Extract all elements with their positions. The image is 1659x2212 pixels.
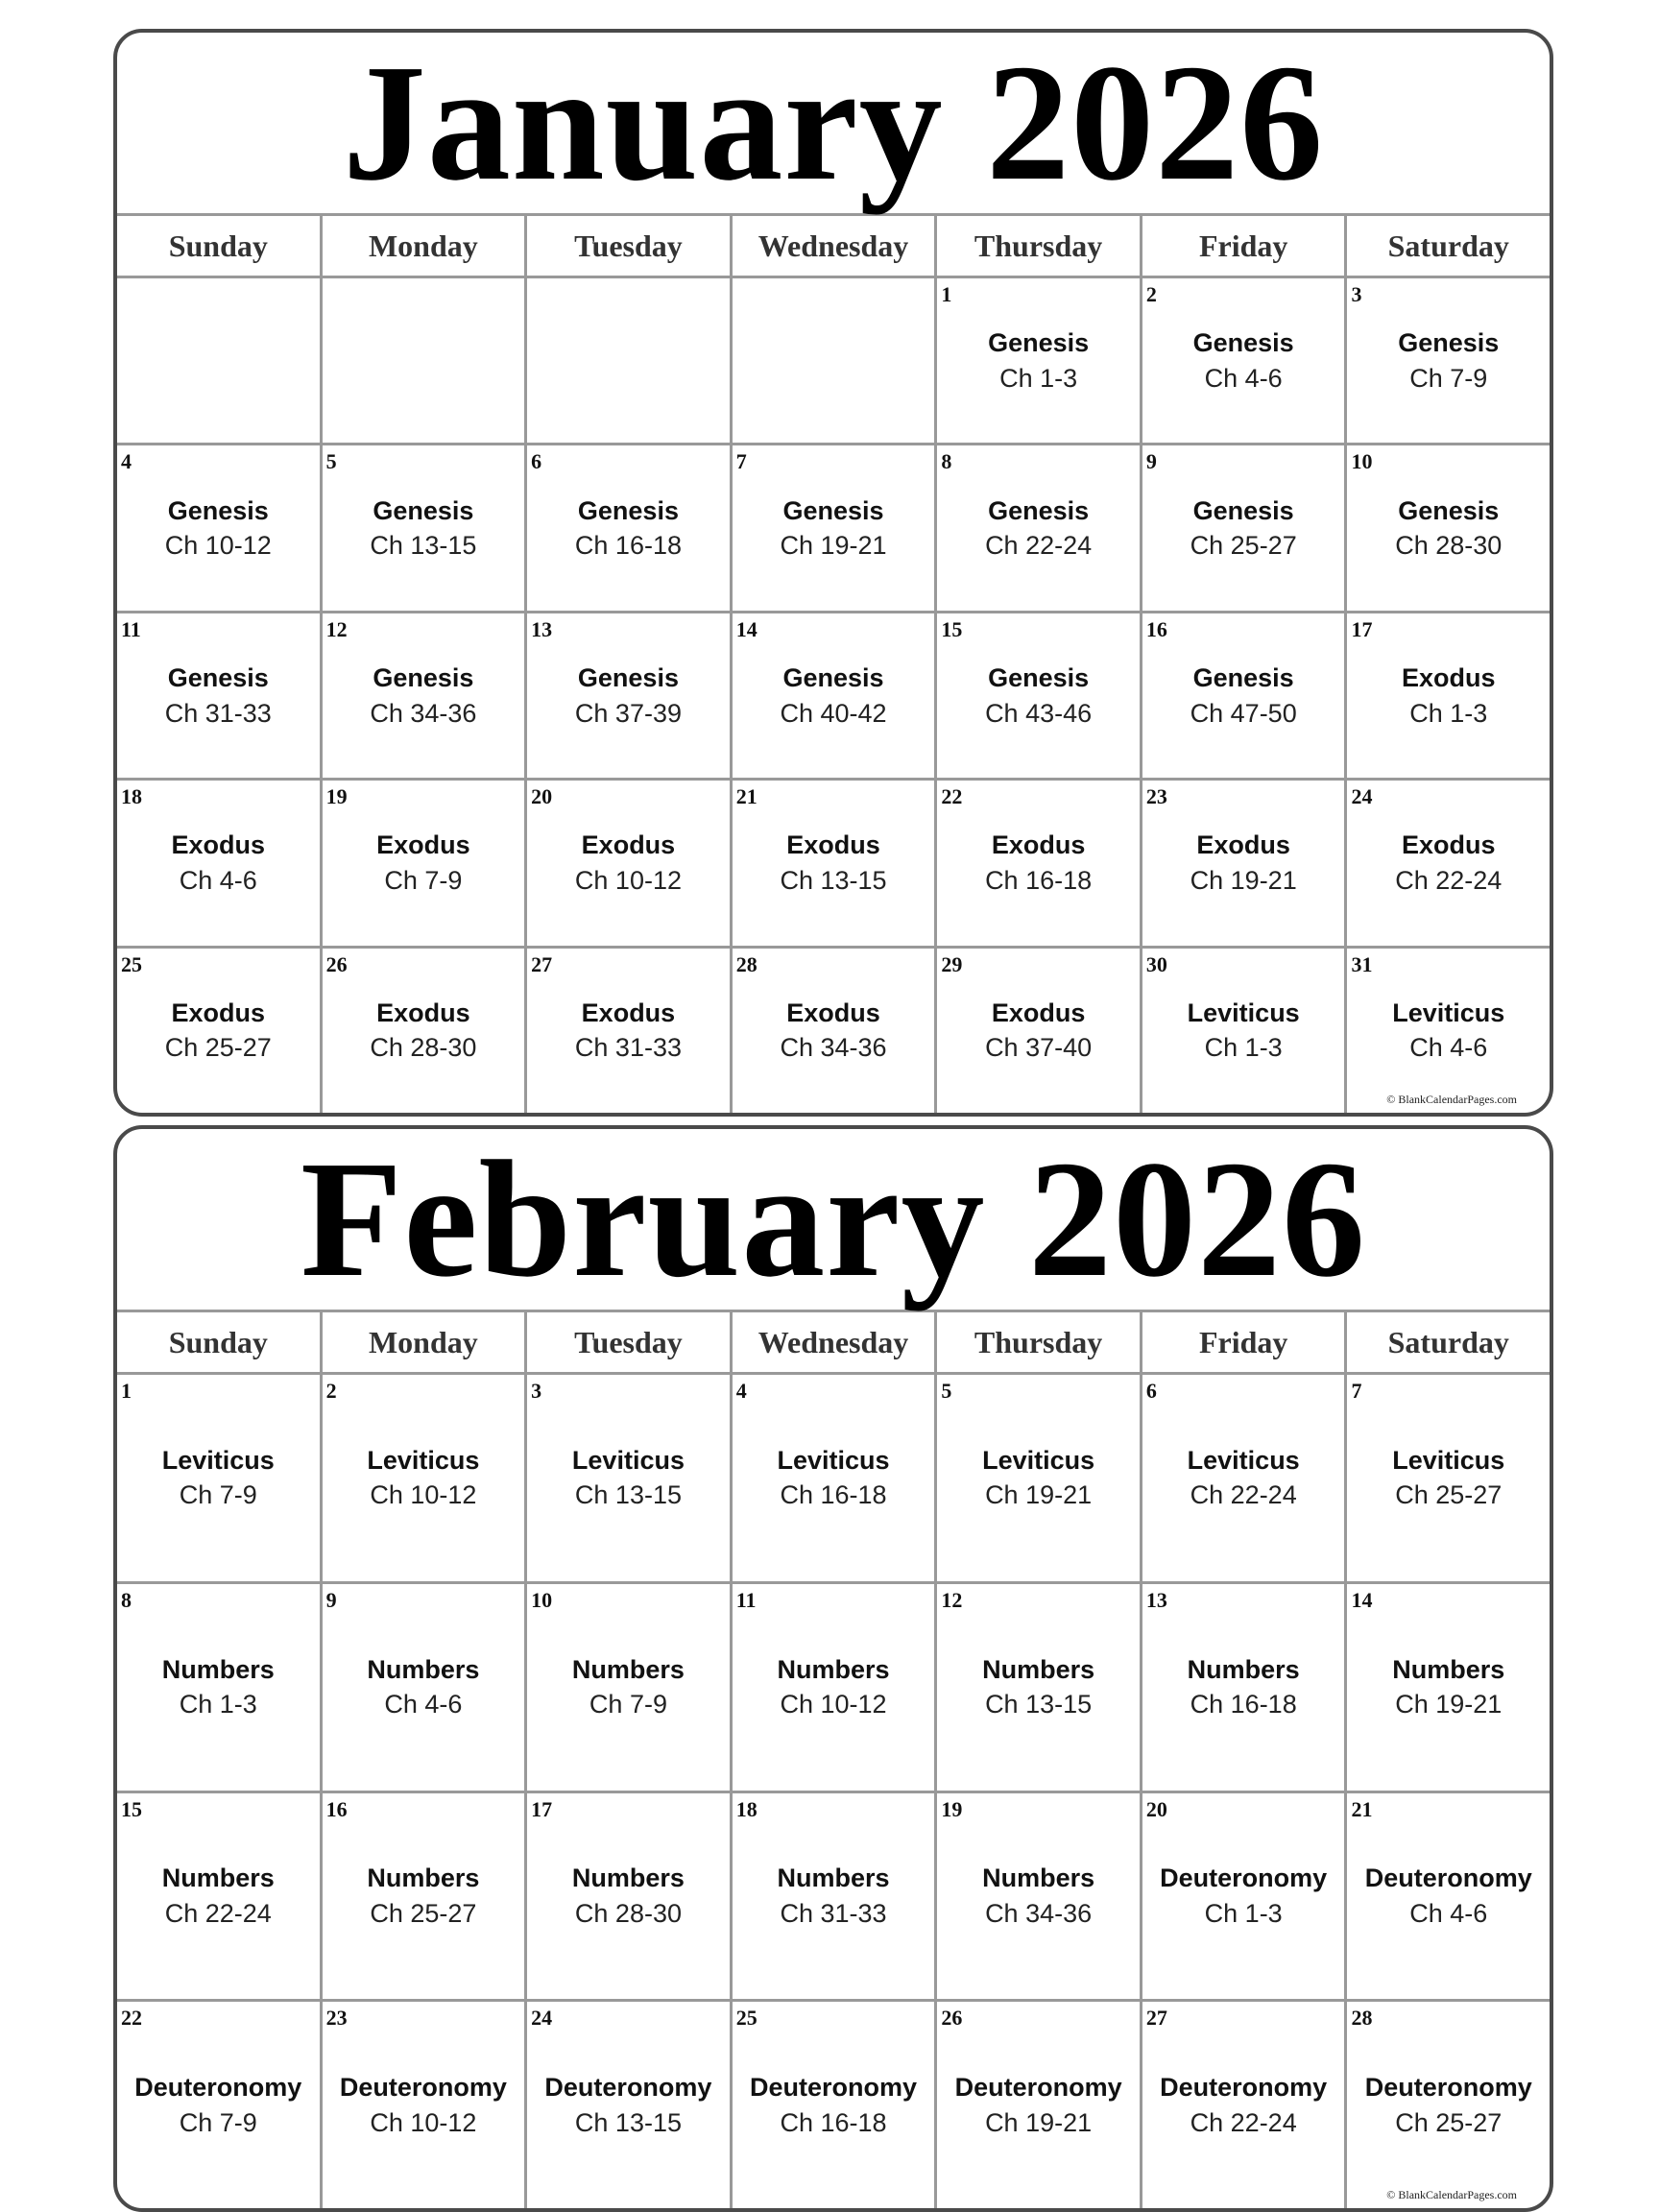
week-row (117, 778, 1550, 945)
reading-book: Exodus (1401, 830, 1496, 860)
day-cell (524, 1584, 730, 1791)
reading-book: Genesis (1192, 663, 1294, 693)
day-cell (934, 445, 1140, 610)
empty-day-cell (117, 278, 320, 443)
day-number: 22 (121, 2006, 142, 2031)
calendar-february (113, 1125, 1553, 2212)
day-cell (320, 1584, 525, 1791)
weekday-thursday: Thursday (934, 1312, 1140, 1372)
reading-book: Exodus (171, 998, 266, 1027)
calendar-grid (117, 1312, 1550, 2208)
day-cell (1140, 781, 1345, 945)
reading-book: Numbers (1392, 1654, 1505, 1684)
day-cell (730, 781, 935, 945)
day-number: 25 (121, 951, 142, 976)
day-cell (730, 949, 935, 1113)
day-number: 27 (1145, 2006, 1167, 2031)
day-number: 31 (1351, 951, 1373, 976)
reading-chapters: Ch 1-3 (1204, 1898, 1283, 1928)
day-number: 26 (941, 2006, 963, 2031)
day-number: 15 (941, 616, 963, 641)
reading-book: Genesis (1192, 328, 1294, 358)
week-row (117, 1791, 1550, 2000)
reading-book: Numbers (571, 1863, 685, 1893)
reading-book: Numbers (161, 1863, 275, 1893)
day-cell (117, 949, 320, 1113)
reading-book: Genesis (1192, 495, 1294, 525)
day-number: 26 (325, 951, 348, 976)
reading-book: Deuteronomy (954, 2073, 1122, 2103)
reading-book: Genesis (1398, 328, 1500, 358)
reading-book: Deuteronomy (134, 2073, 302, 2103)
reading-book: Leviticus (982, 1445, 1095, 1475)
reading-chapters: Ch 10-12 (370, 2107, 477, 2137)
day-cell (934, 613, 1140, 778)
empty-day-cell (730, 278, 935, 443)
weeks (117, 278, 1550, 1113)
weekday-monday: Monday (320, 216, 525, 276)
reading-book: Leviticus (367, 1445, 480, 1475)
weekday-sunday: Sunday (168, 228, 268, 263)
day-cell (320, 1375, 525, 1581)
weeks (117, 1375, 1550, 2208)
reading-book: Leviticus (1392, 1445, 1505, 1475)
reading-chapters: Ch 19-21 (1190, 865, 1297, 895)
reading-chapters: Ch 16-18 (574, 531, 682, 561)
day-number: 8 (941, 449, 952, 474)
reading-book: Genesis (373, 663, 474, 693)
reading-chapters: Ch 4-6 (1409, 1033, 1488, 1063)
reading-book: Numbers (982, 1654, 1095, 1684)
day-cell (934, 2002, 1140, 2208)
empty-day-cell (524, 278, 730, 443)
day-cell (1344, 613, 1550, 778)
day-cell (1140, 278, 1345, 443)
reading-chapters: Ch 1-3 (179, 1690, 257, 1719)
day-cell (1344, 781, 1550, 945)
reading-chapters: Ch 34-36 (780, 1033, 887, 1063)
reading-book: Genesis (1398, 495, 1500, 525)
week-row (117, 946, 1550, 1113)
day-number: 6 (531, 449, 542, 474)
reading-chapters: Ch 43-46 (985, 698, 1093, 728)
reading-chapters: Ch 40-42 (780, 698, 887, 728)
reading-book: Numbers (161, 1654, 275, 1684)
day-number: 13 (1145, 1587, 1167, 1612)
week-row (117, 278, 1550, 443)
day-number: 20 (531, 784, 553, 809)
day-cell (1344, 1793, 1550, 2000)
day-number: 24 (531, 2006, 553, 2031)
reading-book: Leviticus (1187, 1445, 1300, 1475)
reading-book: Numbers (777, 1863, 890, 1893)
reading-chapters: Ch 1-3 (999, 363, 1078, 393)
month-title: January 2026 (117, 33, 1550, 216)
reading-chapters: Ch 4-6 (179, 865, 257, 895)
day-cell (524, 445, 730, 610)
day-cell (117, 1584, 320, 1791)
reading-chapters: Ch 22-24 (1190, 2107, 1297, 2137)
weekday-sunday: Sunday (168, 1324, 268, 1359)
day-cell (730, 445, 935, 610)
day-cell (320, 949, 525, 1113)
day-cell (1140, 445, 1345, 610)
day-cell (117, 445, 320, 610)
reading-chapters: Ch 13-15 (985, 1690, 1093, 1719)
reading-chapters: Ch 22-24 (1190, 1480, 1297, 1510)
reading-book: Genesis (988, 328, 1090, 358)
day-number: 2 (1145, 282, 1157, 306)
day-cell (1344, 949, 1550, 1113)
reading-chapters: Ch 13-15 (574, 1480, 682, 1510)
day-number: 2 (325, 1379, 337, 1403)
day-cell (117, 781, 320, 945)
day-number: 21 (1351, 1796, 1373, 1821)
reading-book: Leviticus (1187, 998, 1300, 1027)
day-cell (320, 2002, 525, 2208)
reading-book: Deuteronomy (1364, 2073, 1532, 2103)
day-number: 9 (1145, 449, 1157, 474)
day-cell (1140, 1793, 1345, 2000)
reading-chapters: Ch 7-9 (1409, 363, 1488, 393)
reading-book: Leviticus (161, 1445, 275, 1475)
day-cell (1140, 949, 1345, 1113)
reading-chapters: Ch 47-50 (1190, 698, 1297, 728)
day-number: 25 (735, 2006, 757, 2031)
reading-book: Genesis (782, 495, 884, 525)
calendar-january (113, 29, 1553, 1117)
reading-chapters: Ch 16-18 (1190, 1690, 1297, 1719)
day-number: 9 (325, 1587, 337, 1612)
reading-book: Genesis (577, 495, 679, 525)
empty-day-cell (320, 278, 525, 443)
day-cell (1344, 445, 1550, 610)
weekday-wednesday: Wednesday (730, 1312, 935, 1372)
day-number: 12 (325, 616, 348, 641)
day-cell (934, 1793, 1140, 2000)
reading-book: Deuteronomy (1160, 2073, 1328, 2103)
reading-chapters: Ch 25-27 (1190, 531, 1297, 561)
day-number: 23 (325, 2006, 348, 2031)
reading-book: Exodus (581, 998, 676, 1027)
day-number: 27 (531, 951, 553, 976)
reading-chapters: Ch 7-9 (384, 865, 463, 895)
reading-chapters: Ch 16-18 (780, 2107, 887, 2137)
day-number: 19 (325, 784, 348, 809)
day-number: 17 (531, 1796, 553, 1821)
reading-chapters: Ch 19-21 (780, 531, 887, 561)
weekday-header (117, 1312, 1550, 1375)
day-number: 1 (121, 1379, 132, 1403)
reading-chapters: Ch 22-24 (164, 1898, 272, 1928)
day-number: 18 (735, 1796, 757, 1821)
day-cell (524, 781, 730, 945)
reading-book: Deuteronomy (339, 2073, 507, 2103)
reading-chapters: Ch 25-27 (1395, 2107, 1503, 2137)
day-cell (730, 1375, 935, 1581)
reading-chapters: Ch 31-33 (164, 698, 272, 728)
reading-book: Exodus (376, 830, 470, 860)
day-number: 12 (941, 1587, 963, 1612)
reading-chapters: Ch 13-15 (574, 2107, 682, 2137)
day-cell (524, 949, 730, 1113)
reading-chapters: Ch 10-12 (780, 1690, 887, 1719)
month-title: February 2026 (117, 1129, 1550, 1312)
reading-book: Genesis (782, 663, 884, 693)
weekday-thursday: Thursday (934, 216, 1140, 276)
reading-book: Deuteronomy (1160, 1863, 1328, 1893)
day-number: 6 (1145, 1379, 1157, 1403)
day-cell (1140, 1584, 1345, 1791)
day-cell (117, 613, 320, 778)
reading-book: Exodus (581, 830, 676, 860)
week-row (117, 443, 1550, 610)
day-number: 14 (735, 616, 757, 641)
day-number: 8 (121, 1587, 132, 1612)
day-number: 29 (941, 951, 963, 976)
day-number: 5 (941, 1379, 952, 1403)
day-number: 20 (1145, 1796, 1167, 1821)
day-cell (320, 445, 525, 610)
reading-chapters: Ch 16-18 (985, 865, 1093, 895)
day-number: 11 (735, 1587, 757, 1612)
reading-book: Numbers (1187, 1654, 1300, 1684)
day-number: 21 (735, 784, 757, 809)
weekday-friday: Friday (1140, 1312, 1345, 1372)
reading-book: Numbers (571, 1654, 685, 1684)
day-cell (320, 1793, 525, 2000)
week-row (117, 1581, 1550, 1791)
reading-chapters: Ch 7-9 (179, 2107, 257, 2137)
reading-book: Genesis (373, 495, 474, 525)
day-number: 22 (941, 784, 963, 809)
day-number: 7 (735, 449, 747, 474)
reading-chapters: Ch 22-24 (1395, 865, 1503, 895)
week-row (117, 1999, 1550, 2208)
day-cell (934, 1584, 1140, 1791)
reading-book: Numbers (367, 1863, 480, 1893)
reading-book: Numbers (777, 1654, 890, 1684)
reading-book: Deuteronomy (544, 2073, 712, 2103)
reading-chapters: Ch 1-3 (1409, 698, 1488, 728)
day-cell (730, 1584, 935, 1791)
reading-book: Exodus (991, 830, 1086, 860)
reading-chapters: Ch 1-3 (1204, 1033, 1283, 1063)
day-cell (934, 278, 1140, 443)
reading-chapters: Ch 13-15 (780, 865, 887, 895)
day-cell (524, 613, 730, 778)
day-cell (1140, 2002, 1345, 2208)
day-cell (1344, 2002, 1550, 2208)
reading-book: Deuteronomy (750, 2073, 918, 2103)
day-number: 16 (1145, 616, 1167, 641)
reading-book: Numbers (982, 1863, 1095, 1893)
day-cell (730, 613, 935, 778)
day-cell (730, 2002, 935, 2208)
reading-book: Leviticus (1392, 998, 1505, 1027)
reading-chapters: Ch 25-27 (370, 1898, 477, 1928)
reading-book: Exodus (1401, 663, 1496, 693)
day-number: 24 (1351, 784, 1373, 809)
reading-chapters: Ch 4-6 (384, 1690, 463, 1719)
calendar-grid (117, 216, 1550, 1113)
day-cell (730, 1793, 935, 2000)
reading-book: Exodus (376, 998, 470, 1027)
reading-chapters: Ch 13-15 (370, 531, 477, 561)
day-number: 4 (121, 449, 132, 474)
day-cell (934, 1375, 1140, 1581)
reading-chapters: Ch 34-36 (370, 698, 477, 728)
day-number: 15 (121, 1796, 142, 1821)
reading-chapters: Ch 28-30 (1395, 531, 1503, 561)
reading-chapters: Ch 7-9 (179, 1480, 257, 1510)
day-number: 11 (121, 616, 141, 641)
reading-chapters: Ch 37-39 (574, 698, 682, 728)
day-number: 17 (1351, 616, 1373, 641)
credit-text: © BlankCalendarPages.com (1386, 2188, 1517, 2201)
reading-chapters: Ch 22-24 (985, 531, 1093, 561)
day-number: 28 (735, 951, 757, 976)
reading-chapters: Ch 34-36 (985, 1898, 1093, 1928)
reading-chapters: Ch 31-33 (574, 1033, 682, 1063)
credit-text: © BlankCalendarPages.com (1386, 1093, 1517, 1106)
day-cell (117, 2002, 320, 2208)
weekday-monday: Monday (320, 1312, 525, 1372)
reading-book: Leviticus (777, 1445, 890, 1475)
reading-chapters: Ch 7-9 (589, 1690, 667, 1719)
reading-chapters: Ch 10-12 (370, 1480, 477, 1510)
reading-book: Exodus (1196, 830, 1290, 860)
day-cell (320, 613, 525, 778)
weekday-saturday: Saturday (1344, 1312, 1550, 1372)
day-cell (934, 949, 1140, 1113)
reading-book: Deuteronomy (1364, 1863, 1532, 1893)
reading-chapters: Ch 28-30 (574, 1898, 682, 1928)
day-number: 4 (735, 1379, 747, 1403)
day-cell (934, 781, 1140, 945)
reading-chapters: Ch 28-30 (370, 1033, 477, 1063)
reading-book: Leviticus (571, 1445, 685, 1475)
weekday-tuesday: Tuesday (524, 1312, 730, 1372)
day-number: 16 (325, 1796, 348, 1821)
weekday-friday: Friday (1140, 216, 1345, 276)
reading-book: Exodus (171, 830, 266, 860)
reading-chapters: Ch 10-12 (574, 865, 682, 895)
reading-chapters: Ch 25-27 (1395, 1480, 1503, 1510)
day-number: 5 (325, 449, 337, 474)
day-number: 7 (1351, 1379, 1362, 1403)
reading-book: Genesis (577, 663, 679, 693)
day-number: 14 (1351, 1587, 1373, 1612)
weekday-header (117, 216, 1550, 278)
day-cell (117, 1375, 320, 1581)
day-cell (524, 2002, 730, 2208)
day-number: 3 (531, 1379, 542, 1403)
day-number: 13 (531, 616, 553, 641)
reading-book: Genesis (167, 663, 269, 693)
reading-book: Exodus (786, 830, 880, 860)
day-cell (524, 1793, 730, 2000)
reading-chapters: Ch 19-21 (985, 2107, 1093, 2137)
reading-chapters: Ch 16-18 (780, 1480, 887, 1510)
reading-book: Genesis (988, 495, 1090, 525)
reading-chapters: Ch 4-6 (1204, 363, 1283, 393)
day-number: 1 (941, 282, 952, 306)
reading-chapters: Ch 37-40 (985, 1033, 1093, 1063)
day-number: 10 (531, 1587, 553, 1612)
reading-chapters: Ch 4-6 (1409, 1898, 1488, 1928)
day-number: 10 (1351, 449, 1373, 474)
weekday-tuesday: Tuesday (524, 216, 730, 276)
day-cell (320, 781, 525, 945)
week-row (117, 611, 1550, 778)
reading-chapters: Ch 10-12 (164, 531, 272, 561)
week-row (117, 1375, 1550, 1581)
day-cell (1344, 278, 1550, 443)
day-cell (1140, 1375, 1345, 1581)
day-cell (117, 1793, 320, 2000)
reading-chapters: Ch 25-27 (164, 1033, 272, 1063)
reading-book: Genesis (988, 663, 1090, 693)
reading-chapters: Ch 19-21 (1395, 1690, 1503, 1719)
day-number: 19 (941, 1796, 963, 1821)
day-number: 28 (1351, 2006, 1373, 2031)
day-number: 18 (121, 784, 142, 809)
day-cell (1344, 1584, 1550, 1791)
day-number: 30 (1145, 951, 1167, 976)
reading-book: Exodus (786, 998, 880, 1027)
weekday-wednesday: Wednesday (730, 216, 935, 276)
day-cell (524, 1375, 730, 1581)
day-cell (1344, 1375, 1550, 1581)
day-number: 23 (1145, 784, 1167, 809)
day-cell (1140, 613, 1345, 778)
reading-book: Numbers (367, 1654, 480, 1684)
reading-book: Exodus (991, 998, 1086, 1027)
reading-chapters: Ch 31-33 (780, 1898, 887, 1928)
reading-book: Genesis (167, 495, 269, 525)
weekday-saturday: Saturday (1344, 216, 1550, 276)
reading-chapters: Ch 19-21 (985, 1480, 1093, 1510)
day-number: 3 (1351, 282, 1362, 306)
